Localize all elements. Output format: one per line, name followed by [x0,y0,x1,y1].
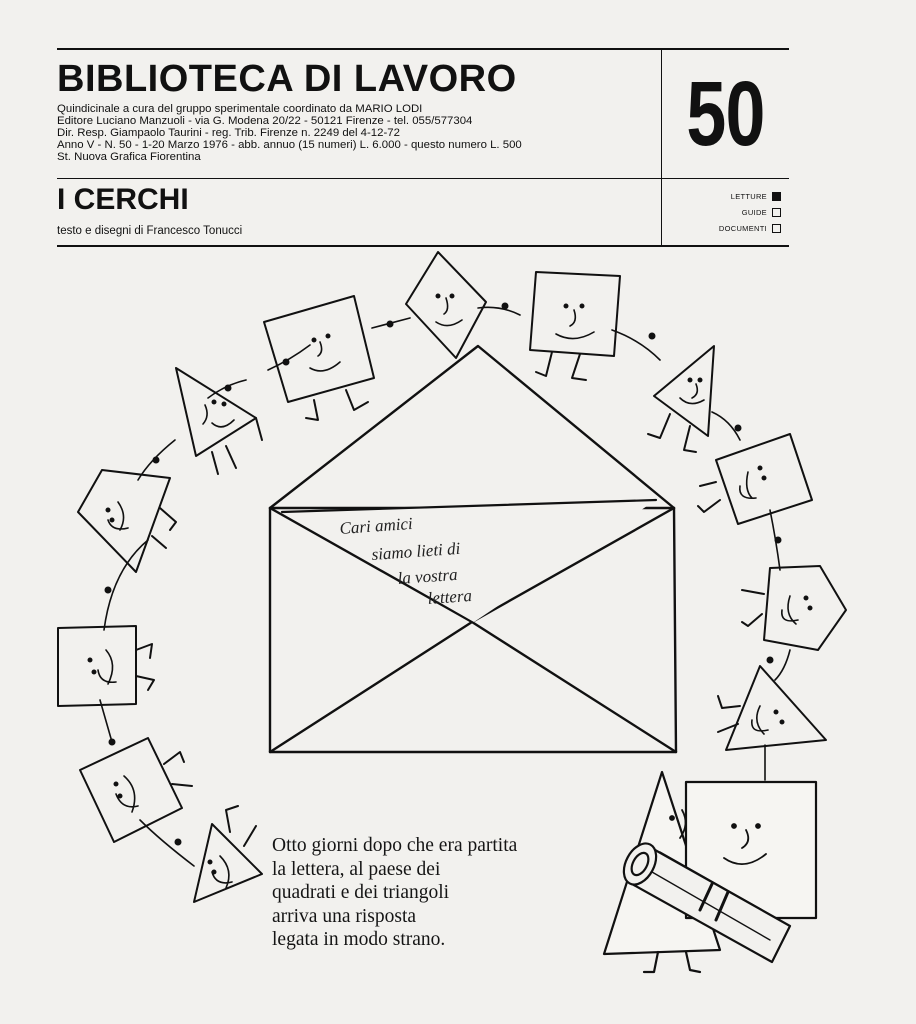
imprint-line: Editore Luciano Manzuoli - via G. Modena 20/22 - 50121 Firenze - tel. 055/577304 [57,115,473,127]
category-label: GUIDE [741,208,767,217]
square-figure-3 [698,434,812,524]
series-title: BIBLIOTECA DI LAVORO [57,58,517,100]
imprint-line: Dir. Resp. Giampaolo Taurini - reg. Trib. Firenze n. 2249 del 4-12-72 [57,127,400,139]
caption-line: Otto giorni dopo che era partita [272,835,518,856]
triangle-figure-3 [718,666,826,750]
pentagon-figure [742,566,846,650]
diamond-figure-2 [78,470,176,572]
handwriting-line: la vostra [396,564,459,588]
imprint-line: St. Nuova Grafica Fiorentina [57,151,201,163]
square-figure-1 [264,296,374,420]
square-figure-4 [58,626,154,706]
book-title: I CERCHI [57,183,189,216]
handwriting-line: Cari amici [338,513,414,538]
author-credit: testo e disegni di Francesco Tonucci [57,225,243,237]
issue-number: 50 [686,63,765,165]
category-label: DOCUMENTI [718,224,767,233]
handwriting-line: lettera [426,585,473,608]
handwriting-line: siamo lieti di [370,538,461,564]
imprint-line: Anno V - N. 50 - 1-20 Marzo 1976 - abb. annuo (15 numeri) L. 6.000 - questo numero L. 500 [57,139,522,151]
story-caption [272,834,652,952]
diamond-figure-1 [406,252,486,358]
square-figure-5 [80,738,192,842]
triangle-figure-2 [648,346,714,452]
caption-line: legata in modo strano. [272,929,446,951]
caption-line: quadrati e dei triangoli [272,882,450,904]
caption-line: arriva una risposta [272,905,417,927]
letter-handwriting [282,500,656,622]
imprint-line: Quindicinale a cura del gruppo sperimentale coordinato da MARIO LODI [57,103,423,115]
category-label: LETTURE [730,192,767,201]
square-figure-2 [530,272,620,380]
triangle-figure-4 [194,806,262,902]
triangle-figure-1 [176,368,262,474]
caption-line: la lettera, al paese dei [272,858,441,880]
